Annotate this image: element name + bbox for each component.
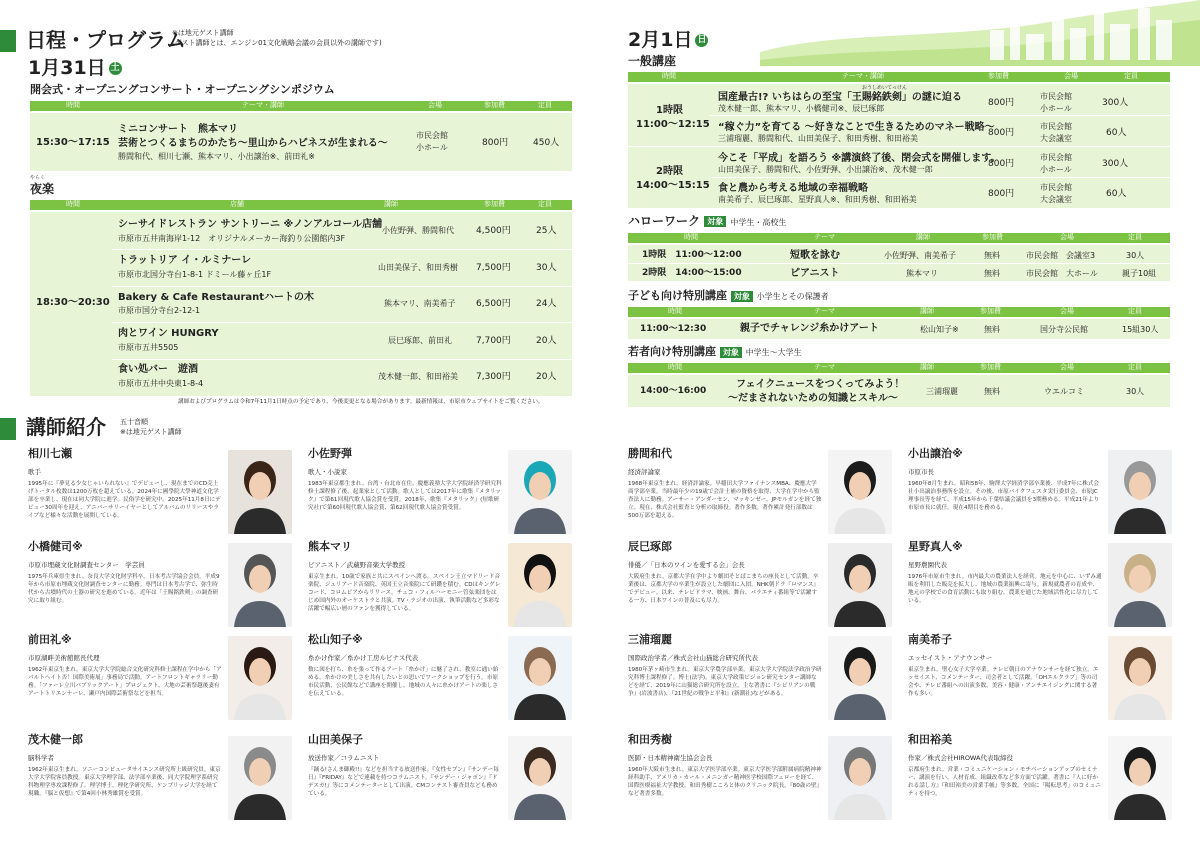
lecturer-bio: 1983年東京都生まれ。台湾・台北市在住。慶應義塾大学大学院経済学研究科修士課程修了後、起業家として活動。歌人としては2017年に歌集『メタリック』で第61回現代歌人協会賞を受賞。2018年、歌集『メタリック』(短歌研究社)で第60回現代歌人協会賞、第62回現代歌人協会賞受賞。 [308, 481, 502, 512]
lecturer-role: 放送作家／コラムニスト [308, 754, 380, 762]
col-header: テーマ [814, 363, 835, 371]
target-tag: 対象 [720, 347, 742, 358]
lecturers-title: 講師紹介 [26, 415, 106, 439]
portrait-icon [828, 450, 892, 534]
youth-time: 14:00〜16:00 [640, 386, 707, 396]
col-header: 時間 [684, 233, 698, 241]
opening-capacity: 450人 [533, 138, 560, 148]
col-header: 会場 [1060, 233, 1074, 241]
lecturer-name: 辰巳琢郎 [628, 540, 672, 553]
lecturer-name: 相川七瀬 [28, 447, 72, 460]
portrait-icon [1108, 636, 1172, 720]
row-divider [112, 286, 572, 287]
youth-capacity: 30人 [1126, 387, 1145, 396]
portrait-icon [508, 736, 572, 820]
lecturer-photo [1108, 736, 1172, 820]
hellowork-header-band [628, 233, 1170, 243]
lecturers-note: ※は地元ゲスト講師 [120, 428, 182, 436]
youth-theme: 〜だまされないための知識とスキル〜 [728, 393, 898, 404]
youth-venue: ウエルコミ [1044, 387, 1084, 396]
section-marker [0, 418, 16, 440]
col-header: 参加費 [982, 233, 1003, 241]
lecture-venue: 市民会館 [1040, 183, 1072, 192]
lecturer-bio: 1962年東京生まれ。ソニーコンピュータサイエンス研究所上級研究員。東京大学大学院客員教授。東京大学理学部、法学部卒業後、同大学院理学系研究科物理学専攻課程修了。理学博士。理化学研究所、ケンブリッジ大学を経て現職。『脳と仮想』で第4回小林秀雄賞を受賞。 [28, 767, 221, 798]
lecturer-bio: 1975年兵庫県生まれ。奈良大学文化財学科卒。日本考古学協会会員。平成9年から市原市埋蔵文化財調査センターに勤務。専門は日本考古学で、弥生時代から古墳時代の土器の研究を進めている。近年は「王賜銘鉄剣」の調査研究に取り組む。 [28, 574, 220, 605]
lecturer-name: 小佐野弾 [308, 447, 352, 460]
lecturer-name: 山田美保子 [308, 733, 363, 746]
col-header: 参加費 [980, 307, 1001, 315]
lecture-title: 国産最古!? いちはらの至宝「王賜銘鉄剣」の謎に迫る [718, 92, 962, 103]
col-header: テーマ・講師 [842, 72, 884, 80]
portrait-icon [228, 636, 292, 720]
lecturer-photo [828, 636, 892, 720]
hellowork-label: ハローワーク [628, 214, 701, 228]
col-header: 講師 [920, 363, 934, 371]
restaurant-lecturers: 茂木健一郎、和田裕美 [378, 372, 458, 381]
col-header: 講師 [920, 307, 934, 315]
lecture-ruby: おうしめいてっけん [862, 85, 908, 91]
youth-fee: 無料 [984, 387, 1000, 396]
lecturer-role: 経済評論家 [628, 468, 661, 476]
hw-time: 11:00〜12:00 [675, 250, 742, 260]
row-divider [628, 146, 1170, 147]
col-header: 参加費 [988, 72, 1009, 80]
kids-label: 子ども向け特別講座 [628, 289, 727, 302]
youth-theme: フェイクニュースをつくってみよう！ [736, 379, 905, 390]
lecture-lecturers: 山田美保子、勝間和代、小佐野弾、小出譲治※、茂木健一郎 [718, 165, 933, 174]
lecturer-photo [508, 736, 572, 820]
col-header: テーマ [814, 307, 835, 315]
restaurant-capacity: 20人 [536, 372, 557, 382]
opening-venue: 小ホール [416, 143, 448, 152]
lecturer-bio: 1980年茅ヶ崎市生まれ。東京大学農学部卒業。東京大学大学院法学政治学研究科博士課程修了。博士(法学)。東京大学政策ビジョン研究センター講師などを経て、2019年に山猫総合研究所を設立。主な著書に『シビリアンの戦争』(岩波書店)、『21世紀の戦争と平和』(新潮社)などがある。 [628, 667, 822, 698]
col-header: 定員 [1124, 72, 1138, 80]
lecturer-role: 国際政治学者／株式会社山猫総合研究所代表 [628, 654, 758, 662]
lecturer-photo [828, 543, 892, 627]
lecturer-role: 医師・日本精神衛生協会会長 [628, 754, 713, 762]
lecturer-role: 糸かけ作家／糸かけ工房ルピナス代表 [308, 654, 419, 662]
row-divider [710, 115, 1170, 116]
lecturer-bio: 東京生まれ。聖心女子大学卒業。テレビ朝日のアナウンサーを経て独立。エッセイスト、コメンテーター、司会者として活躍。「OHエルクラブ」等の司会や、テレビ番組への出演多数。美容・健康・アンチエイジングに関する著作も多い。 [908, 667, 1099, 698]
col-header: 参加費 [484, 200, 505, 208]
lecture-fee: 800円 [988, 98, 1015, 108]
kids-time: 11:00〜12:30 [640, 324, 707, 334]
lecturer-name: 前田礼※ [28, 633, 72, 646]
lecturer-photo [828, 450, 892, 534]
period-label: 2時限 [656, 166, 683, 177]
lecturer-photo [228, 543, 292, 627]
lecturer-name: 和田秀樹 [628, 733, 672, 746]
page-title: 日程・プログラム [26, 28, 186, 52]
lecture-venue: 大会議室 [1040, 195, 1072, 204]
hw-period: 2時限 [642, 268, 667, 278]
lecturer-name: 三浦瑠麗 [628, 633, 672, 646]
yoraku-ruby: やらく [30, 175, 46, 181]
lecture-venue: 小ホール [1040, 104, 1072, 113]
portrait-icon [828, 636, 892, 720]
lecturer-role: 作家／株式会社HIROWA代表取締役 [908, 754, 1013, 762]
restaurant-fee: 7,700円 [476, 336, 511, 346]
opening-header-band [30, 101, 572, 111]
opening-line: ミニコンサート 熊本マリ [118, 124, 238, 135]
yoraku-time: 18:30〜20:30 [36, 297, 110, 308]
portrait-icon [1108, 543, 1172, 627]
lecture-capacity: 60人 [1106, 128, 1127, 138]
restaurant-lecturers: 辰巳琢郎、前田礼 [388, 336, 452, 345]
period-time: 11:00〜12:15 [636, 119, 710, 130]
restaurant-capacity: 20人 [536, 336, 557, 346]
lecturer-photo [828, 736, 892, 820]
col-header: 会場 [1064, 72, 1078, 80]
yoraku-header-band [30, 200, 572, 210]
col-header: 時間 [668, 307, 682, 315]
lecturer-bio: 1976年市原市生まれ。市内最大の農業法人を経営。地元を中心に、いずみ通販を利用した販売を拡大し、地域の農業振興に寄与。新規就農者の育成や、地元の学校での食育活動にも取り組む。農業を通じた地域活性化に尽力している。 [908, 574, 1102, 605]
hw-fee: 無料 [984, 251, 1000, 260]
skyline-decoration [760, 0, 1200, 66]
portrait-icon [1108, 736, 1172, 820]
header-note: ※は地元ゲスト講師 [172, 29, 234, 37]
restaurant-address: 市原市国分寺台2-12-1 [118, 306, 201, 315]
restaurant-name: トラットリア イ・ルミナーレ [118, 255, 252, 266]
lecturer-bio: 1962年東京生まれ。東京大学大学院総合文化研究科修士課程在学中から「アパルトヘイト否！国際美術展」事務局で活動。アートフロントギャラリー勤務。「ファーレ立川パブリックアート」プロジェクト、大地の芸術祭越後妻有アートトリエンナーレ、瀬戸内国際芸術祭などを担当。 [28, 667, 222, 698]
lecture-lecturers: 茂木健一郎、熊本マリ、小橋健司※、辰巳琢郎 [718, 104, 885, 113]
portrait-icon [228, 450, 292, 534]
restaurant-address: 市原市北国分寺台1-8-1 ドミール藤ヶ丘1F [118, 270, 272, 279]
col-header: 定員 [538, 101, 552, 109]
col-header: 会場 [1060, 363, 1074, 371]
lecturers-note: 五十音順 [120, 418, 148, 426]
portrait-icon [508, 543, 572, 627]
hw-venue: 市民会館 大ホール [1026, 269, 1098, 278]
lecture-venue: 大会議室 [1040, 134, 1072, 143]
lecturer-bio: 東京生まれ。10歳で家族と共にスペインへ渡る。スペイン王立マドリード音楽院、ジュリアード音楽院、英国王立音楽院にて研鑽を積む。CDはキングレコード、コロムビアからリリース。チェコ・フィルハーモニー管弦楽団をはじめ国内外のオーケストラと共演。TV・ラジオの出演、執筆活動など多彩な活躍で幅広い層のファンを獲得している。 [308, 574, 501, 613]
portrait-icon [228, 736, 292, 820]
lecturer-role: 市原市長 [908, 468, 934, 476]
kids-lecturer: 松山知子※ [920, 325, 959, 334]
kids-capacity: 15組30人 [1122, 325, 1159, 334]
hw-venue: 市民会館 会議室3 [1026, 251, 1096, 260]
period-label: 1時限 [656, 105, 683, 116]
target-tag: 対象 [731, 291, 753, 302]
restaurant-lecturers: 熊本マリ、南美希子 [384, 299, 456, 308]
restaurant-fee: 7,500円 [476, 263, 511, 273]
lecturer-name: 小出譲治※ [908, 447, 963, 460]
lecturer-photo [228, 736, 292, 820]
hw-row [642, 250, 742, 260]
portrait-icon [508, 636, 572, 720]
hw-time: 14:00〜15:00 [675, 268, 742, 278]
col-header: 講師 [916, 233, 930, 241]
hw-capacity: 親子10組 [1122, 269, 1157, 278]
hellowork-title [628, 215, 786, 229]
youth-label: 若者向け特別講座 [628, 345, 716, 358]
lecture-fee: 800円 [988, 159, 1015, 169]
lecturer-name: 茂木健一郎 [28, 733, 83, 746]
day-badge: 土 [110, 63, 120, 73]
kids-theme: 親子でチャレンジ糸かけアート [740, 323, 879, 334]
hw-fee: 無料 [984, 269, 1000, 278]
yoraku-title: 夜楽 [30, 182, 55, 196]
target-tag: 対象 [704, 216, 726, 227]
lecturer-photo [508, 450, 572, 534]
youth-header-band [628, 363, 1170, 373]
restaurant-fee: 6,500円 [476, 299, 511, 309]
section-marker [0, 30, 16, 52]
lecturer-name: 南美希子 [908, 633, 952, 646]
kids-fee: 無料 [984, 325, 1000, 334]
portrait-icon [508, 450, 572, 534]
lecturer-role: 歌人・小説家 [308, 468, 347, 476]
general-title: 一般講座 [628, 54, 677, 68]
restaurant-capacity: 30人 [536, 263, 557, 273]
col-header: 会場 [428, 101, 442, 109]
youth-title [628, 346, 802, 359]
lecturer-photo [228, 450, 292, 534]
target-text: 中学生・高校生 [730, 218, 787, 227]
lecturer-bio: 1960年大阪市生まれ。東京大学医学部卒業。東京大学医学部附属病院精神神経科助手、アメリカ・カール・メニンガー精神医学校国際フェローを経て、国際医療福祉大学教授。和田秀樹こころと体のクリニック院長。『80歳の壁』など著書多数。 [628, 767, 822, 798]
col-header: 店舗 [230, 200, 244, 208]
col-header: 時間 [66, 200, 80, 208]
col-header: 定員 [1128, 363, 1142, 371]
col-header: 時間 [662, 72, 676, 80]
lecturer-bio: 『踊る!さんま御殿!!』などを担当する放送作家。『女性セブン』『サンデー毎日』『FRIDAY』などで連載を持つコラムニスト。『サンデー・ジャポン』『ドデスカ!』等にコメンテーターとして出演。CMコンテスト審査員なども務めている。 [308, 767, 499, 798]
target-text: 中学生〜大学生 [745, 348, 802, 357]
target-text: 小学生とその保護者 [756, 292, 829, 301]
lecturer-photo [1108, 450, 1172, 534]
day-heading [628, 30, 708, 52]
lecturer-role: 市原市埋蔵文化財調査センター 学芸員 [28, 561, 145, 569]
day-date: 2月1日 [628, 29, 693, 51]
lecture-lecturers: 南美希子、辰巳琢郎、星野真人※、和田秀樹、和田裕美 [718, 195, 917, 204]
opening-line: 芸術とつくるまちのかたち〜里山からハピネスが生まれる〜 [118, 138, 388, 149]
lecturer-role: 歌手 [28, 468, 41, 476]
youth-lecturer: 三浦瑠麗 [926, 387, 958, 396]
hw-lecturers: 熊本マリ [906, 269, 938, 278]
hw-capacity: 30人 [1126, 251, 1145, 260]
restaurant-address: 市原市五井中央東1-8-4 [118, 379, 204, 388]
kids-venue: 国分寺公民館 [1040, 325, 1088, 334]
restaurant-address: 市原市五井南海岸1-12 オリジナルメーカー海釣り公園館内3F [118, 234, 346, 243]
opening-time: 15:30〜17:15 [36, 137, 110, 148]
hw-period: 1時限 [642, 250, 667, 260]
lecturer-photo [228, 636, 292, 720]
lecturer-name: 松山知子※ [308, 633, 363, 646]
restaurant-fee: 7,300円 [476, 372, 511, 382]
lecture-fee: 800円 [988, 128, 1015, 138]
row-divider [112, 359, 572, 360]
lecturer-photo [1108, 636, 1172, 720]
col-header: 会場 [1060, 307, 1074, 315]
lecturer-bio: 大阪府生まれ。京都大学在学中より劇団そとばこまちの座長として活動。卒業後は、京都大学の卒業生が設立した劇団に入団。NHK朝ドラ『ロマンス』でデビュー。以来、テレビドラマ、映画、舞台、バラエティ番組等で活躍する一方、日本ワインの普及にも尽力。 [628, 574, 819, 605]
restaurant-name: 肉とワイン HUNGRY [118, 328, 219, 339]
opening-title: 開会式・オープニングコンサート・オープニングシンポジウム [30, 83, 335, 96]
row-divider [112, 322, 572, 323]
restaurant-fee: 4,500円 [476, 226, 511, 236]
hw-lecturers: 小佐野弾、南美希子 [884, 251, 956, 260]
restaurant-lecturers: 山田美保子、和田秀樹 [378, 263, 458, 272]
header-note: (ゲスト講師とは、エンジン01文化戦略会議の会員以外の講師です) [172, 39, 382, 47]
lecturer-role: エッセイスト・アナウンサー [908, 654, 993, 662]
restaurant-address: 市原市五井5505 [118, 343, 179, 352]
day-badge: 日 [697, 35, 707, 45]
lecturer-name: 和田裕美 [908, 733, 952, 746]
col-header: テーマ・講師 [242, 101, 284, 109]
lecturer-role: 星野農園代表 [908, 561, 947, 569]
lecturer-role: 市原湖畔美術館館長代理 [28, 654, 100, 662]
restaurant-name: Bakery & Cafe Restaurantハートの木 [118, 292, 315, 303]
lecturer-bio: 数に図を打ち、糸を張って作るアート「糸かけ」に魅了され、教室に通い始める。糸かけの美しさを共有したいとの思いでワークショップを行う。市原市民活動、公民館などで講座を開催し、地域の人々に糸かけアートの楽しさを伝えている。 [308, 667, 499, 698]
lecture-title: 食と農から考える地域の幸福戦略 [718, 183, 868, 194]
lecture-capacity: 300人 [1102, 98, 1129, 108]
col-header: 時間 [668, 363, 682, 371]
col-header: 定員 [538, 200, 552, 208]
portrait-icon [828, 736, 892, 820]
col-header: 講師 [384, 200, 398, 208]
lecturer-bio: 1960年8月生まれ。昭和58年、駒澤大学経済学部卒業後、平成7年に株式会社小出譲治事務所を設立。その後、市原バイクフェスタ実行委員会、市原JC理事長等を経て、平成15年から千葉県議会議員を3期務める。平成21年より市原市長に就任。現在4期目を務める。 [908, 481, 1100, 512]
portrait-icon [1108, 450, 1172, 534]
lecturer-name: 星野真人※ [908, 540, 963, 553]
col-header: 定員 [1128, 233, 1142, 241]
lecture-title: 今こそ「平成」を語ろう ※講演終了後、閉会式を開催します。 [718, 153, 1001, 164]
general-header-band [628, 72, 1170, 82]
lecturer-bio: 京都府生まれ。営業・コミュニケーション・モチベーションアップのセミナー、講演を行い、人材育成、組織改革など多方面で活躍。著書に『人に好かれる話し方』『和田裕美の営業手帳』等多数。全国に「陽転思考」のコミュニティを持つ。 [908, 767, 1101, 798]
lecture-venue: 市民会館 [1040, 122, 1072, 131]
lecturer-photo [1108, 543, 1172, 627]
kids-title [628, 290, 829, 303]
kids-row [628, 319, 1170, 339]
opening-venue: 市民会館 [416, 131, 448, 140]
period-time: 14:00〜15:15 [636, 180, 710, 191]
kids-header-band [628, 307, 1170, 317]
col-header: 参加費 [484, 101, 505, 109]
restaurant-capacity: 24人 [536, 299, 557, 309]
lecture-venue: 市民会館 [1040, 92, 1072, 101]
lecturer-photo [508, 636, 572, 720]
day-date: 1月31日 [28, 57, 106, 79]
hw-theme: 短歌を詠む [790, 250, 840, 261]
lecture-capacity: 60人 [1106, 189, 1127, 199]
col-header: 定員 [1128, 307, 1142, 315]
lecturer-name: 勝間和代 [628, 447, 672, 460]
col-header: 参加費 [980, 363, 1001, 371]
program-footnote: 講師およびプログラムは令和7年11月1日時点の予定であり、今後変更となる場合があります。最新情報は、市原市ウェブサイトをご覧ください。 [178, 399, 544, 405]
lecturer-bio: 1995年に『夢見る少女じゃいられない』でデビューし、現在までのCD売上げトータル枚数は1200万枚を超えている。2024年に國學院大學神道文化学部を卒業し、現在は同大学院に進学。民俗学を研究中。2025年11月8日にデビュー30周年を迎え、アニバーサリーイヤーとしてアルバムのリリースやライブなど様々な活動を展開している。 [28, 481, 221, 520]
lecturer-bio: 1968年東京生まれ。経済評論家。早稲田大学ファイナンスMBA、慶應大学商学部卒業。当時最年少の19歳で会計士補の資格を取得、大学在学中から監査法人に勤務。アーサー・アンダーセン、マッキンゼー、JPモルガンを経て独立。現在、株式会社監査と分析の取締役。著作多数。著作累計発行部数は500万部を超える。 [628, 481, 822, 520]
restaurant-lecturers: 小佐野弾、勝間和代 [382, 226, 454, 235]
lecture-title: “稼ぐ力”を育てる 〜好きなことで生きるためのマネー戦略〜 [718, 122, 995, 133]
lecture-fee: 800円 [988, 189, 1015, 199]
col-header: テーマ [814, 233, 835, 241]
hw-row [642, 268, 742, 278]
portrait-icon [228, 543, 292, 627]
col-header: 時間 [66, 101, 80, 109]
lecture-capacity: 300人 [1102, 159, 1129, 169]
lecturer-role: 脳科学者 [28, 754, 54, 762]
row-divider [628, 263, 1170, 264]
portrait-icon [828, 543, 892, 627]
restaurant-name: 食い処バー 遊酒 [118, 364, 198, 375]
row-divider [112, 249, 572, 250]
opening-lecturers: 勝間和代、相川七瀬、熊本マリ、小出譲治※、前田礼※ [118, 152, 316, 161]
row-divider [710, 177, 1170, 178]
lecturer-role: ピアニスト／武蔵野音楽大学教授 [308, 561, 406, 569]
hw-theme: ピアニスト [790, 268, 840, 279]
lecture-venue: 小ホール [1040, 165, 1072, 174]
lecturer-role: 俳優／「日本のワインを愛する会」会長 [628, 561, 745, 569]
lecturer-photo [508, 543, 572, 627]
lecturer-name: 小橋健司※ [28, 540, 83, 553]
lecturer-name: 熊本マリ [308, 540, 352, 553]
lecture-venue: 市民会館 [1040, 153, 1072, 162]
restaurant-name: シーサイドレストラン サントリーニ ※ノンアルコール店舗 [118, 219, 383, 230]
lecture-lecturers: 三浦瑠麗、勝間和代、山田美保子、和田秀樹、和田裕美 [718, 134, 918, 143]
restaurant-capacity: 25人 [536, 226, 557, 236]
day-heading [28, 58, 122, 80]
opening-fee: 800円 [482, 138, 509, 148]
